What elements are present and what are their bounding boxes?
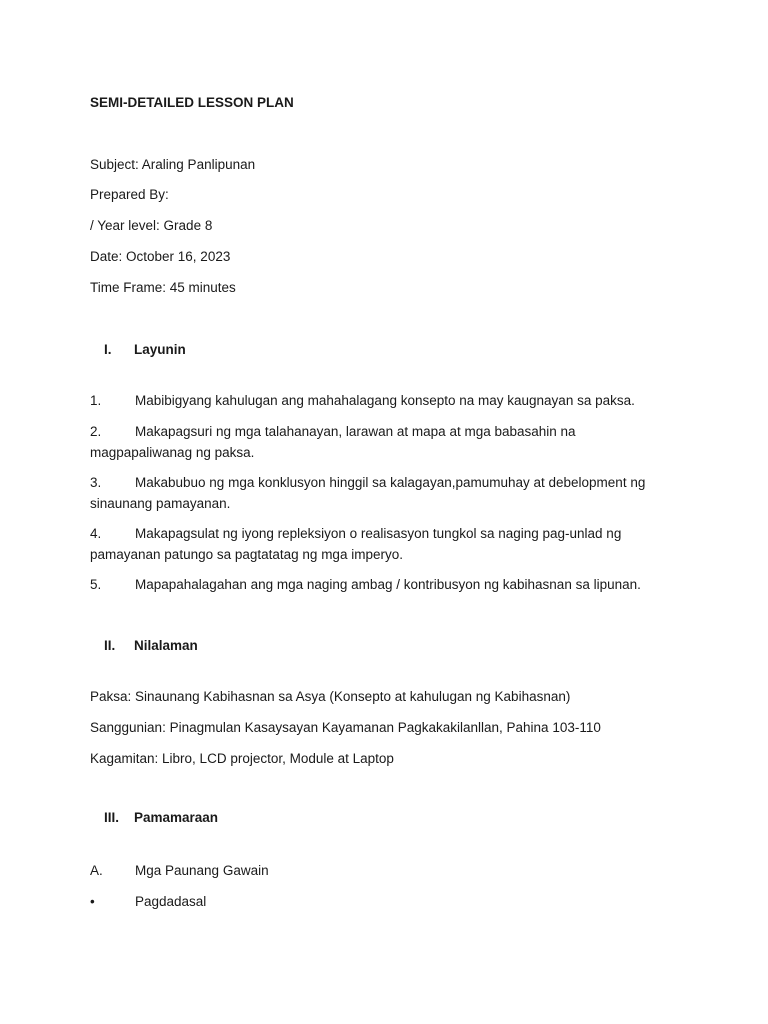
section-title: Layunin — [134, 342, 186, 357]
prepared-by-line: Prepared By: — [90, 187, 169, 202]
time-frame-line: Time Frame: 45 minutes — [90, 280, 236, 295]
item-text: Makapagsulat ng iyong repleksiyon o realisasyon tungkol sa naging pag-unlad ng — [135, 526, 622, 541]
section-number: II. — [104, 638, 116, 653]
section-title: Pamamaraan — [134, 810, 219, 825]
item-text-continuation: pamayanan patungo sa pagtatatag ng mga imperyo. — [90, 547, 403, 562]
item-text-continuation: magpapaliwanag ng paksa. — [90, 445, 255, 460]
list-item — [90, 574, 670, 595]
list-item — [90, 390, 670, 411]
list-item — [90, 523, 670, 565]
list-item — [90, 421, 670, 463]
item-text: Makabubuo ng mga konklusyon hinggil sa kalagayan,pamumuhay at debelopment ng — [135, 475, 646, 490]
section-heading-pamamaraan — [90, 809, 218, 827]
bullet-item — [90, 891, 670, 912]
item-text: Mabibigyang kahulugan ang mahahalagang konsepto na may kaugnayan sa paksa. — [135, 393, 635, 408]
document-title: SEMI-DETAILED LESSON PLAN — [90, 95, 294, 110]
section-number: I. — [104, 342, 112, 357]
paksa-line: Paksa: Sinaunang Kabihasnan sa Asya (Konsepto at kahulugan ng Kabihasnan) — [90, 689, 571, 704]
list-item — [90, 472, 670, 514]
bullet-text: Pagdadasal — [135, 894, 207, 909]
subsection-a — [90, 860, 670, 881]
item-number: 3. — [90, 475, 102, 490]
item-number: 1. — [90, 393, 102, 408]
date-line: Date: October 16, 2023 — [90, 249, 231, 264]
bullet-icon: • — [90, 894, 95, 909]
kagamitan-line: Kagamitan: Libro, LCD projector, Module at Laptop — [90, 751, 394, 766]
section-heading-layunin — [90, 341, 186, 359]
item-number: 2. — [90, 424, 102, 439]
section-heading-nilalaman — [90, 637, 198, 655]
subject-line: Subject: Araling Panlipunan — [90, 157, 256, 172]
item-text: Makapagsuri ng mga talahanayan, larawan at mapa at mga babasahin na — [135, 424, 576, 439]
subsection-letter: A. — [90, 863, 103, 878]
section-number: III. — [104, 810, 120, 825]
item-text: Mapapahalagahan ang mga naging ambag / kontribusyon ng kabihasnan sa lipunan. — [135, 577, 641, 592]
sanggunian-line: Sanggunian: Pinagmulan Kasaysayan Kayamanan Pagkakakilanllan, Pahina 103-110 — [90, 720, 601, 735]
section-title: Nilalaman — [134, 638, 198, 653]
item-number: 5. — [90, 577, 102, 592]
year-level-line: / Year level: Grade 8 — [90, 218, 213, 233]
subsection-title: Mga Paunang Gawain — [135, 863, 269, 878]
item-text-continuation: sinaunang pamayanan. — [90, 496, 231, 511]
item-number: 4. — [90, 526, 102, 541]
